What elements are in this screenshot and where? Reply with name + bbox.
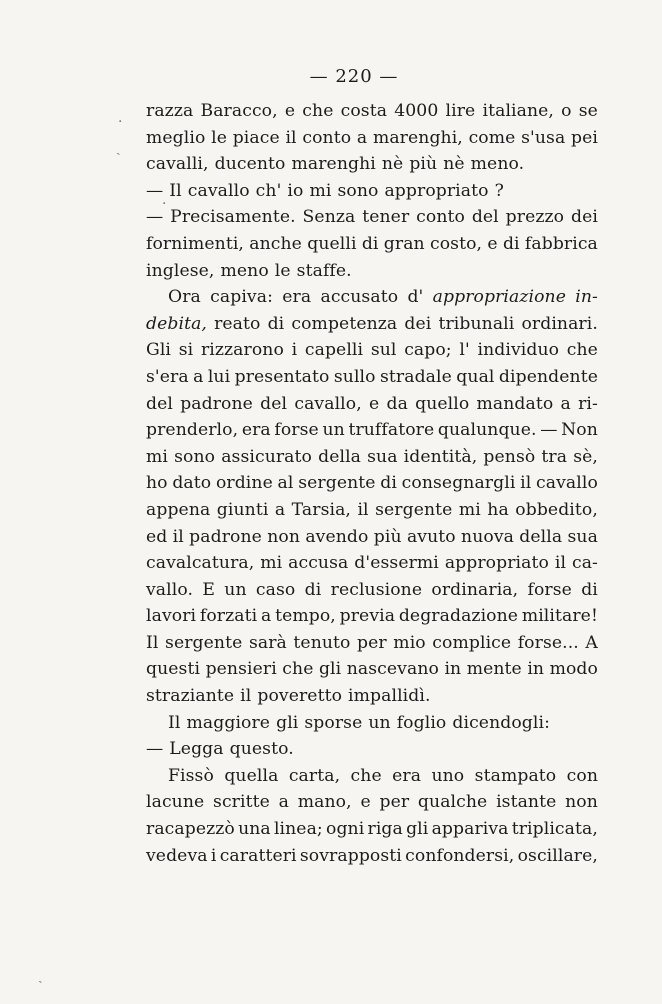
word: d' — [407, 287, 424, 308]
word: di — [267, 313, 285, 334]
word: cavalcatura, — [146, 553, 255, 574]
word: prenderlo, — [146, 420, 239, 441]
word: al — [277, 473, 294, 494]
text-line — [146, 524, 598, 551]
text-line — [146, 577, 598, 604]
word: Il — [169, 180, 182, 201]
word: piace — [232, 127, 280, 148]
word: sua — [367, 446, 398, 467]
word: Fissò — [168, 765, 214, 786]
word: in — [527, 659, 545, 680]
text-line — [146, 763, 598, 790]
word: cavalli, — [146, 154, 209, 175]
word: straziante — [146, 686, 235, 707]
word: Legga — [169, 739, 224, 760]
word: riga — [367, 819, 403, 840]
word: debita, — [146, 313, 207, 334]
word: non — [267, 526, 301, 547]
word: mi — [260, 553, 283, 574]
word: una — [238, 819, 271, 840]
margin-speck: · — [162, 196, 167, 212]
word: nè — [443, 154, 465, 175]
text-line — [146, 391, 598, 418]
word: o — [561, 101, 572, 121]
word: a — [274, 499, 286, 520]
word: lavori — [146, 606, 197, 627]
margin-speck: ˎ — [116, 140, 121, 156]
word: di — [361, 233, 379, 254]
word: d'essermi — [354, 553, 439, 574]
word: marenghi — [291, 154, 376, 175]
text-line — [146, 204, 598, 231]
word: identità, — [403, 446, 478, 467]
word: sè, — [573, 446, 598, 467]
word: appropriato — [444, 553, 549, 574]
word: ? — [494, 180, 504, 201]
word: gli — [276, 712, 299, 733]
word: italiane, — [482, 101, 554, 121]
word: fornimenti, — [146, 233, 244, 254]
word: ca- — [571, 553, 598, 574]
word: capiva: — [210, 287, 273, 308]
text-line — [146, 603, 598, 630]
text-line — [146, 98, 598, 125]
word: dipendente — [498, 366, 598, 387]
word: marenghi, — [372, 127, 463, 148]
word: s'usa — [521, 127, 566, 148]
word: ducento — [214, 154, 286, 175]
word: s'era — [146, 366, 189, 387]
word: se — [578, 101, 598, 121]
word: a — [193, 366, 204, 387]
word: inglese, — [146, 260, 215, 281]
word: pensò — [483, 446, 536, 467]
word: assicurato — [221, 446, 312, 467]
word: pensieri — [205, 659, 277, 680]
text-line — [146, 683, 598, 710]
word: anche — [249, 233, 302, 254]
word: della — [318, 446, 362, 467]
word: nè — [381, 154, 404, 175]
word: fabbrica — [524, 233, 598, 254]
word: Non — [561, 420, 598, 441]
word: vedeva — [146, 845, 208, 866]
word: sono — [337, 180, 379, 201]
word: consegnargli — [401, 473, 516, 494]
word: più — [373, 526, 402, 547]
word: avendo — [305, 526, 369, 547]
word: quello — [415, 393, 470, 414]
word: di — [380, 473, 397, 494]
word: e — [487, 233, 498, 254]
word: scritte — [213, 792, 270, 813]
word: quelli — [307, 233, 357, 254]
word: io — [287, 180, 304, 201]
word: obbedito, — [515, 499, 598, 520]
word: reato — [214, 313, 261, 334]
word: individuo — [477, 340, 560, 361]
word: appropriato — [384, 180, 489, 201]
word: padrone — [180, 393, 253, 414]
word: Gli — [146, 340, 172, 361]
text-line — [146, 417, 598, 444]
word: qual — [456, 366, 495, 387]
word: qualunque. — [437, 420, 537, 441]
word: a — [356, 127, 368, 148]
word: stradale — [379, 366, 452, 387]
word: tenuto — [293, 632, 351, 653]
word: confondersi, — [405, 845, 515, 866]
word: — — [146, 739, 164, 760]
word: ogni — [326, 819, 365, 840]
word: E — [202, 579, 215, 600]
word: appropriazione — [432, 287, 566, 308]
word: linea; — [273, 819, 323, 840]
word: carta, — [288, 765, 341, 786]
word: sarà — [248, 632, 287, 653]
word: foglio — [396, 712, 447, 733]
word: questo. — [229, 739, 294, 760]
word: ri- — [578, 393, 598, 414]
text-line — [146, 258, 598, 285]
word: ha — [487, 499, 509, 520]
word: rizzarono — [200, 340, 284, 361]
word: sporse — [304, 712, 363, 733]
word: per — [357, 632, 387, 653]
word: nascevano — [346, 659, 439, 680]
word: da — [386, 393, 408, 414]
text-line — [146, 789, 598, 816]
word: accusato — [320, 287, 399, 308]
word: il — [520, 473, 532, 494]
word: a — [260, 606, 272, 627]
word: appariva — [431, 819, 509, 840]
word: più — [409, 154, 438, 175]
word: tra — [541, 446, 568, 467]
word: dicendogli: — [452, 712, 550, 733]
text-line — [146, 843, 598, 870]
word: del — [471, 207, 499, 228]
word: forse... — [517, 632, 579, 653]
text-line — [146, 710, 598, 737]
word: sullo — [333, 366, 376, 387]
word: meglio — [146, 127, 206, 148]
word: razza — [146, 101, 194, 121]
word: avuto — [406, 526, 456, 547]
word: sergente — [165, 632, 243, 653]
word: l' — [459, 340, 470, 361]
word: ed — [146, 526, 168, 547]
word: ordinaria, — [431, 579, 519, 600]
word: 4000 — [394, 101, 439, 121]
word: militare! — [521, 606, 598, 627]
word: questi — [146, 659, 201, 680]
word: gli — [318, 659, 342, 680]
word: in- — [575, 287, 598, 308]
word: racapezzò — [146, 819, 235, 840]
word: era — [241, 420, 271, 441]
word: cavallo, — [294, 393, 362, 414]
word: dato — [172, 473, 212, 494]
word: a — [560, 393, 571, 414]
word: si — [178, 340, 194, 361]
text-line — [146, 470, 598, 497]
word: mi — [309, 180, 332, 201]
word: capelli — [304, 340, 364, 361]
word: complice — [432, 632, 512, 653]
word: come — [468, 127, 516, 148]
word: previa — [339, 606, 396, 627]
word: pei — [571, 127, 598, 148]
word: in — [444, 659, 462, 680]
word: reclusione — [330, 579, 423, 600]
word: sono — [174, 446, 216, 467]
text-line — [146, 630, 598, 657]
word: Tarsia, — [291, 499, 351, 520]
margin-speck: · — [118, 114, 123, 130]
word: accusa — [288, 553, 349, 574]
word: un — [224, 579, 247, 600]
word: non — [565, 792, 598, 813]
word: con — [566, 765, 598, 786]
word: mi — [146, 446, 168, 467]
text-line — [146, 550, 598, 577]
word: tener — [362, 207, 410, 228]
word: il — [357, 499, 369, 520]
word: sul — [370, 340, 397, 361]
word: i — [210, 845, 217, 866]
margin-speck: ˎ — [38, 968, 43, 984]
word: era — [392, 765, 422, 786]
text-line — [146, 364, 598, 391]
word: competenza — [291, 313, 398, 334]
word: sua — [567, 526, 598, 547]
word: truffatore — [348, 420, 435, 441]
text-line — [146, 816, 598, 843]
word: uno — [431, 765, 465, 786]
word: presentato — [234, 366, 330, 387]
text-line — [146, 311, 598, 338]
word: nuova — [461, 526, 514, 547]
word: — — [146, 180, 164, 201]
word: era — [282, 287, 312, 308]
word: per — [379, 792, 410, 813]
text-line — [146, 497, 598, 524]
word: modo — [549, 659, 598, 680]
word: triplicata, — [511, 819, 598, 840]
word: ch' — [255, 180, 282, 201]
word: caratteri — [219, 845, 297, 866]
word: sovrapposti — [299, 845, 402, 866]
word: conto — [416, 207, 465, 228]
word: le — [274, 260, 291, 281]
text-line — [146, 656, 598, 683]
word: mio — [393, 632, 426, 653]
word: a — [278, 792, 289, 813]
word: e — [284, 101, 296, 121]
word: costo, — [430, 233, 483, 254]
word: istante — [496, 792, 557, 813]
word: tribunali — [438, 313, 515, 334]
word: appena — [146, 499, 211, 520]
word: meno — [220, 260, 269, 281]
word: Senza — [302, 207, 356, 228]
word: Baracco, — [200, 101, 278, 121]
word: mano, — [297, 792, 352, 813]
word: mente — [466, 659, 522, 680]
word: i — [291, 340, 298, 361]
text-line — [146, 337, 598, 364]
text-line — [146, 444, 598, 471]
text-line — [146, 125, 598, 152]
word: ordine — [215, 473, 273, 494]
word: prezzo — [505, 207, 565, 228]
page-number: — 220 — — [309, 66, 399, 87]
word: Il — [146, 632, 159, 653]
word: lui — [207, 366, 231, 387]
word: sergente — [298, 473, 376, 494]
word: Il — [168, 712, 181, 733]
word: che — [566, 340, 598, 361]
word: il — [240, 686, 252, 707]
word: il — [285, 127, 297, 148]
word: — — [146, 207, 164, 228]
word: ho — [146, 473, 168, 494]
word: Precisamente. — [170, 207, 296, 228]
word: il — [554, 553, 567, 574]
word: che — [350, 765, 382, 786]
word: il — [172, 526, 184, 547]
text-line — [146, 151, 598, 178]
word: le — [211, 127, 227, 148]
word: lire — [445, 101, 476, 121]
word: poveretto — [257, 686, 343, 707]
text-line — [146, 284, 598, 311]
word: che — [302, 101, 334, 121]
word: mandato — [476, 393, 554, 414]
word: costa — [340, 101, 388, 121]
word: forzati — [199, 606, 258, 627]
word: gli — [406, 819, 429, 840]
word: A — [585, 632, 598, 653]
body-text — [146, 98, 598, 869]
word: forse — [527, 579, 572, 600]
word: lacune — [146, 792, 205, 813]
word: quella — [224, 765, 279, 786]
word: di — [304, 579, 322, 600]
word: ordinari. — [521, 313, 598, 334]
word: cavallo — [187, 180, 250, 201]
word: gran — [383, 233, 425, 254]
word: degradazione — [398, 606, 519, 627]
word: della — [519, 526, 563, 547]
word: maggiore — [186, 712, 271, 733]
word: Ora — [168, 287, 201, 308]
text-line — [146, 736, 598, 763]
text-line — [146, 231, 598, 258]
word: un — [322, 420, 345, 441]
word: del — [260, 393, 288, 414]
word: forse — [274, 420, 319, 441]
word: stampato — [474, 765, 557, 786]
word: capo; — [404, 340, 452, 361]
word: dei — [570, 207, 598, 228]
word: qualche — [417, 792, 488, 813]
word: tempo, — [275, 606, 336, 627]
word: di — [502, 233, 520, 254]
word: giunti — [216, 499, 269, 520]
word: conto — [302, 127, 352, 148]
word: un — [368, 712, 391, 733]
word: impallidì. — [348, 686, 431, 707]
word: e — [368, 393, 380, 414]
text-line — [146, 178, 598, 205]
word: sergente — [375, 499, 453, 520]
word: cavallo — [536, 473, 598, 494]
word: oscillare, — [517, 845, 598, 866]
word: caso — [255, 579, 296, 600]
word: dei — [404, 313, 432, 334]
word: di — [581, 579, 598, 600]
word: padrone — [189, 526, 262, 547]
word: vallo. — [146, 579, 194, 600]
word: meno. — [470, 154, 525, 175]
word: staffe. — [296, 260, 352, 281]
word: — — [540, 420, 558, 441]
word: mi — [458, 499, 481, 520]
word: e — [360, 792, 371, 813]
word: che — [282, 659, 314, 680]
word: del — [146, 393, 173, 414]
